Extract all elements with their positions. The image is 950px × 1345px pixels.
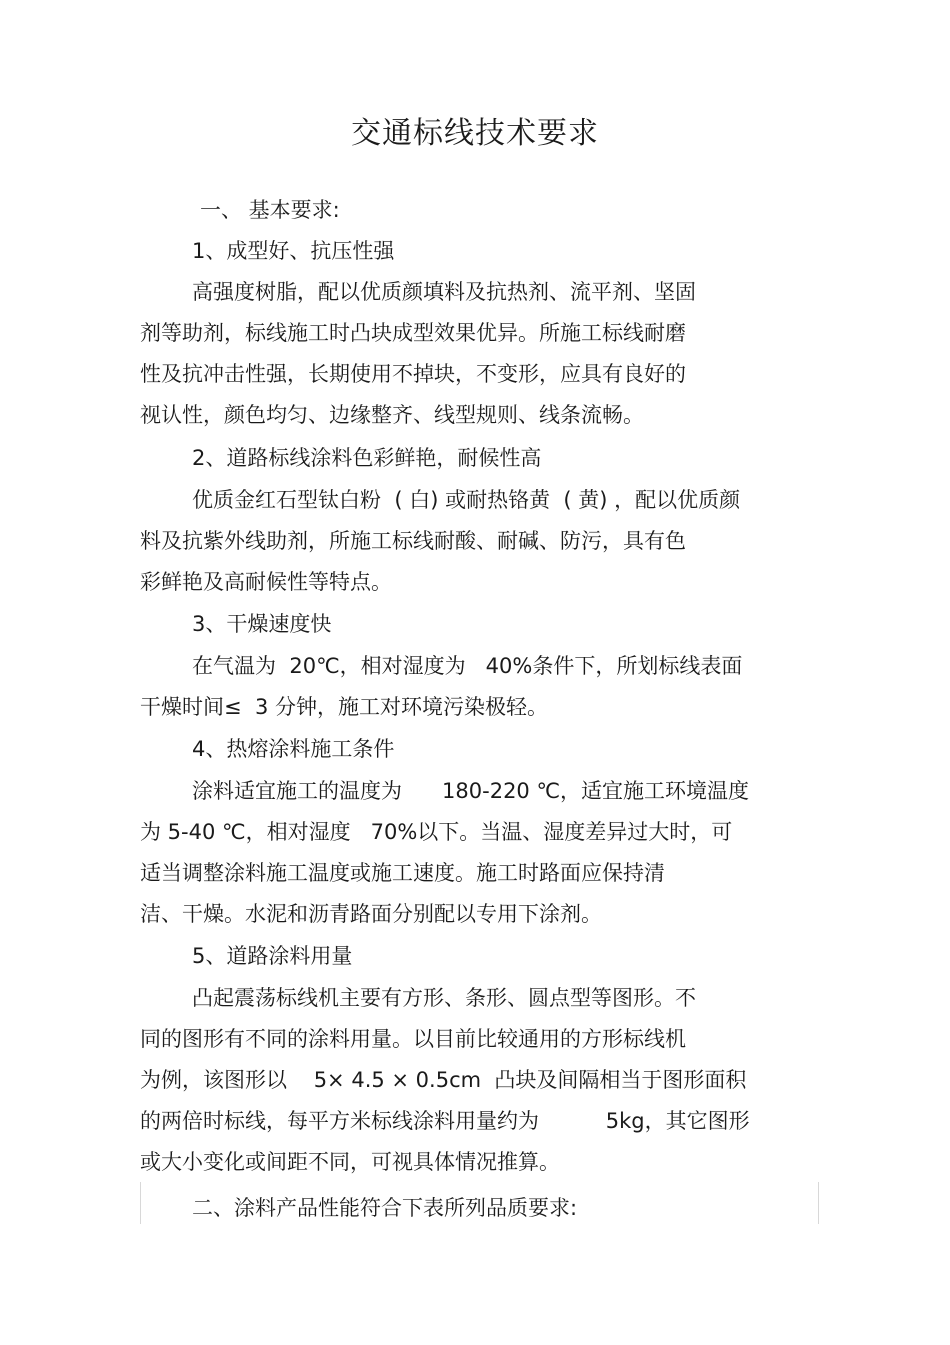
paragraph-line: 在气温为 20℃，相对湿度为 40%条件下，所划标线表面 bbox=[192, 654, 743, 678]
table-right-border bbox=[818, 1182, 819, 1224]
paragraph-line: 为 5-40 ℃，相对湿度 70%以下。当温、湿度差异过大时，可 bbox=[140, 820, 733, 844]
paragraph-line: 剂等助剂，标线施工时凸块成型效果优异。所施工标线耐磨 bbox=[140, 321, 686, 345]
subheading-3: 3、干燥速度快 bbox=[192, 612, 332, 636]
page-title: 交通标线技术要求 bbox=[351, 116, 599, 151]
paragraph-line: 干燥时间≤ 3 分钟，施工对环境污染极轻。 bbox=[140, 695, 548, 719]
paragraph-line: 高强度树脂，配以优质颜填料及抗热剂、流平剂、坚固 bbox=[192, 280, 696, 304]
paragraph-line: 的两倍时标线，每平方米标线涂料用量约为 5kg，其它图形 bbox=[140, 1109, 750, 1133]
section-heading-basic-requirements: 一、 基本要求: bbox=[200, 198, 340, 222]
paragraph-line: 或大小变化或间距不同，可视具体情况推算。 bbox=[140, 1150, 560, 1174]
table-left-border bbox=[140, 1182, 141, 1224]
paragraph-line: 适当调整涂料施工温度或施工速度。施工时路面应保持清 bbox=[140, 861, 665, 885]
paragraph-line: 优质金红石型钛白粉 ( 白) 或耐热铬黄 ( 黄) ，配以优质颜 bbox=[192, 488, 741, 512]
subheading-2: 2、道路标线涂料色彩鲜艳，耐候性高 bbox=[192, 446, 542, 470]
section-heading-product-requirements: 二、涂料产品性能符合下表所列品质要求: bbox=[192, 1196, 578, 1220]
paragraph-line: 同的图形有不同的涂料用量。以目前比较通用的方形标线机 bbox=[140, 1027, 686, 1051]
paragraph-line: 凸起震荡标线机主要有方形、条形、圆点型等图形。不 bbox=[192, 986, 696, 1010]
subheading-4: 4、热熔涂料施工条件 bbox=[192, 737, 395, 761]
paragraph-line: 涂料适宜施工的温度为 180-220 ℃，适宜施工环境温度 bbox=[192, 779, 750, 803]
paragraph-line: 为例，该图形以 5× 4.5 × 0.5cm 凸块及间隔相当于图形面积 bbox=[140, 1068, 747, 1092]
subheading-5: 5、道路涂料用量 bbox=[192, 944, 353, 968]
paragraph-line: 视认性，颜色均匀、边缘整齐、线型规则、线条流畅。 bbox=[140, 403, 644, 427]
paragraph-line: 性及抗冲击性强，长期使用不掉块，不变形，应具有良好的 bbox=[140, 362, 686, 386]
paragraph-line: 彩鲜艳及高耐候性等特点。 bbox=[140, 570, 392, 594]
subheading-1: 1、成型好、抗压性强 bbox=[192, 239, 395, 263]
paragraph-line: 洁、干燥。水泥和沥青路面分别配以专用下涂剂。 bbox=[140, 902, 602, 926]
paragraph-line: 料及抗紫外线助剂，所施工标线耐酸、耐碱、防污，具有色 bbox=[140, 529, 686, 553]
